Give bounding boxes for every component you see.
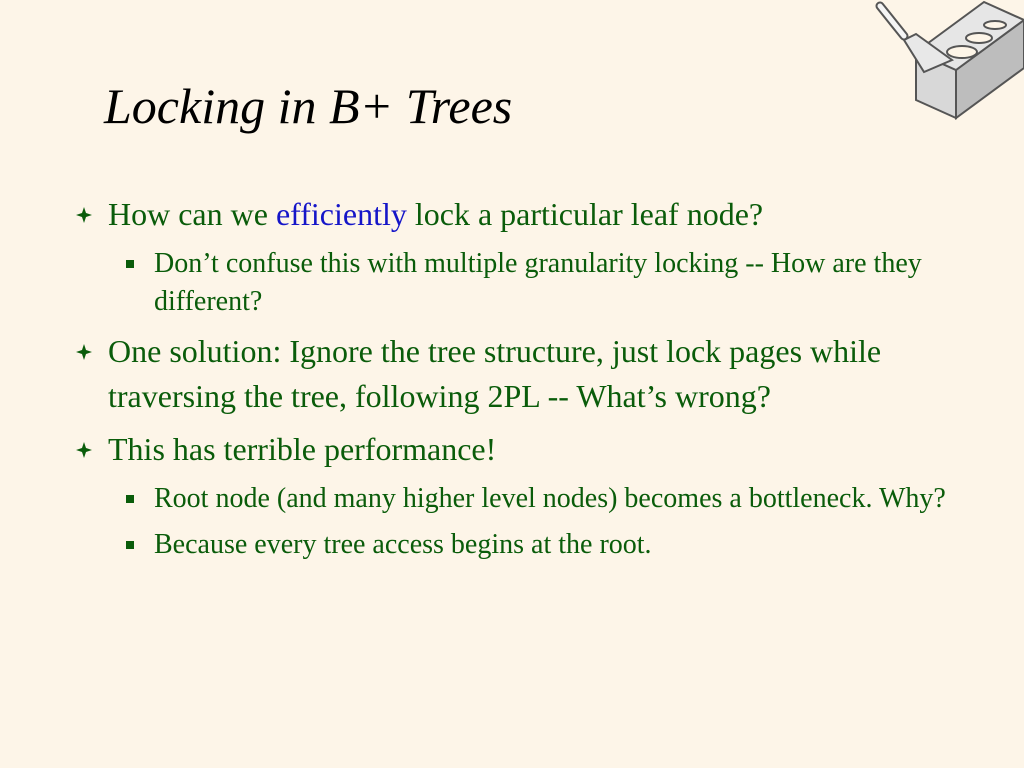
sub-bullet-text: Root node (and many higher level nodes) becomes a bottleneck. Why? — [154, 483, 946, 514]
bullet-text: This has terrible performance! — [108, 431, 497, 467]
page-title: Locking in B+ Trees — [104, 78, 513, 134]
square-bullet-icon — [126, 541, 134, 549]
sub-bullet-text: Because every tree access begins at the root. — [154, 529, 652, 560]
square-bullet-icon — [126, 260, 134, 268]
diamond-bullet-icon — [76, 442, 92, 458]
sub-bullet-item — [122, 526, 976, 564]
bullet-item — [76, 192, 976, 237]
bullet-item — [76, 329, 976, 419]
bullet-text: lock a particular leaf node? — [406, 196, 764, 232]
brick-and-trowel-icon — [868, 0, 1024, 124]
bullet-text: One solution: Ignore the tree structure, just lock pages while traversing the tree, following 2PL -- What’s wrong? — [108, 333, 882, 414]
bullet-list — [76, 192, 976, 572]
diamond-bullet-icon — [76, 344, 92, 360]
sub-bullet-item — [122, 480, 976, 518]
diamond-bullet-icon — [76, 207, 92, 223]
bullet-text: How can we — [108, 196, 276, 232]
square-bullet-icon — [126, 495, 134, 503]
sub-bullet-text: Don’t confuse this with multiple granularity locking -- How are they different? — [154, 248, 922, 317]
sub-bullet-item — [122, 245, 976, 321]
bullet-item — [76, 427, 976, 472]
highlight-text: efficiently — [275, 196, 407, 232]
